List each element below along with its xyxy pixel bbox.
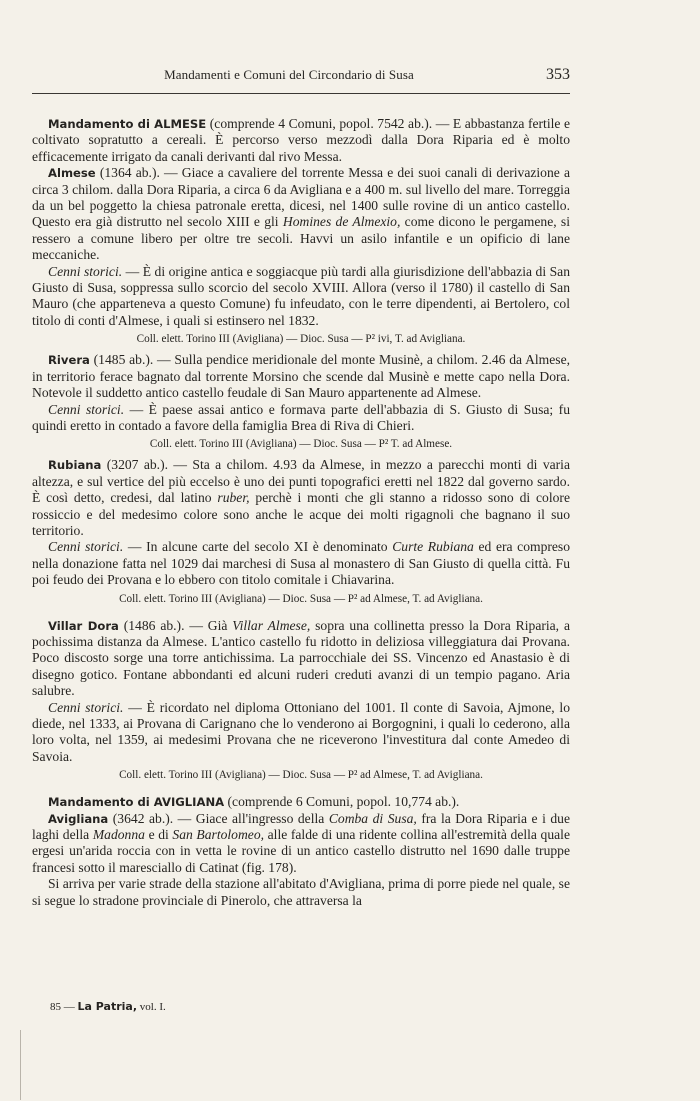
paragraph-text: (comprende 4 Comuni, popol. 7542 ab.). — E abbastanza fertile e coltivato sopratutto a cereali. È percorso verso mezzodì dalla Dora Riparia ed è molto efficacemente irrigato da canali derivanti dal rivo Messa. <box>32 116 571 164</box>
running-header <box>32 66 570 84</box>
paragraph-text: fra la Dora Riparia e i due laghi della <box>32 810 570 843</box>
paragraph-text: — È di origine antica e soggiacque più tardi alla giurisdizione dell'abbazia di San Giusto di Susa, soppressa sullo scorcio del secolo XVIII. Allora (verso il 1780) il castello di San Mauro (che apparteneva a questo Comune) fu infeudato, con le terre dipendenti, ai Bertolero, col titolo di conti d'Almese, i quali si estinsero nel 1832. <box>32 263 570 328</box>
footer-volume: vol. I. <box>139 1001 166 1013</box>
paragraph-avigliana <box>32 811 570 877</box>
italic-text: Madonna <box>92 827 145 843</box>
paragraph-text: (1486 ab.). — Già <box>118 617 233 633</box>
heading-almese: Almese <box>48 166 96 181</box>
paragraph-text: — È paese assai antico e formava parte dell'abbazia di S. Giusto di Susa; fu quindi eretto in contado a favore della famiglia Brea di Riva di Chieri. <box>32 401 570 433</box>
page-footer <box>50 1000 166 1013</box>
paragraph-text: — In alcune carte del secolo XI è denominato <box>123 539 393 555</box>
heading-rivera: Rivera <box>48 353 90 368</box>
paragraph-almese <box>32 165 570 263</box>
paragraph-rubiana <box>32 457 570 539</box>
italic-text: Villar Almese, <box>232 617 311 633</box>
paragraph-mandamento-avigliana <box>32 794 570 810</box>
paragraph-text: — È ricordato nel diploma Ottoniano del 1001. Il conte di Savoia, Ajmone, lo diede, nel 1333, ai Provana di Carignano che lo venderono ai Borgognini, i quali lo cederono, alla loro volta, nel 1359, ai medesimi Provana che ne riceverono l'investitura dal conte Amedeo di Savoia. <box>32 699 570 764</box>
heading-mandamento-almese: Mandamento di ALMESE <box>48 117 207 131</box>
page-number: 353 <box>546 66 570 83</box>
heading-mandamento-avigliana: Mandamento di AVIGLIANA <box>48 795 225 810</box>
cenni-storici-label: Cenni storici. <box>48 699 124 715</box>
cenni-storici-label: Cenni storici. <box>48 263 123 279</box>
paragraph-text: (3207 ab.). — Sta a chilom. 4.93 da Almese, in mezzo a parecchi monti di varia altezza, e sul vertice del più eccelso è uno dei punti topografici eretti nel 1822 dal governo sardo. È così detto, credesi, dal latino <box>32 457 570 506</box>
italic-text: San Bartolomeo, <box>172 827 265 843</box>
footer-publication: La Patria, <box>77 1000 138 1013</box>
italic-text: Homines de Almexio, <box>282 214 401 230</box>
heading-villar-dora: Villar Dora <box>48 618 119 633</box>
italic-text: Comba di Susa, <box>328 810 417 826</box>
coll-elett-villar: Coll. elett. Torino III (Avigliana) — Dioc. Susa — P² ad Almese, T. ad Avigliana. <box>119 769 483 782</box>
cenni-storici-label: Cenni storici. <box>48 401 125 417</box>
paragraph-text: ed era compreso nella donazione fatta nel 1029 dai marchesi di Susa al monastero di San Giusto di quella città. Fu poi feudo dei Provana e lo ebbero con titolo comitale i Chiavarina. <box>32 539 571 588</box>
paragraph-text: e di <box>144 827 173 843</box>
footer-signature-number: 85 — <box>50 1001 75 1013</box>
paragraph-villar-cenni <box>32 700 570 766</box>
coll-elett-rivera: Coll. elett. Torino III (Avigliana) — Dioc. Susa — P² T. ad Almese. <box>149 438 453 451</box>
coll-elett-rubiana: Coll. elett. Torino III (Avigliana) — Dioc. Susa — P² ad Almese, T. ad Avigliana. <box>119 592 483 605</box>
italic-text: ruber, <box>217 490 250 506</box>
coll-elett-almese: Coll. elett. Torino III (Avigliana) — Dioc. Susa — P² ivi, T. ad Avigliana. <box>136 333 466 346</box>
paragraph-rivera <box>32 352 570 401</box>
paragraph-text: (comprende 6 Comuni, popol. 10,774 ab.). <box>224 794 460 810</box>
paragraph-text: (1485 ab.). — Sulla pendice meridionale del monte Musinè, a chilom. 2.46 da Almese, in territorio ferace bagnato dal torrente Morsino che scende dal Musinè e mette capo nella Dora. Notevole il suddetto antico castello feudale di San Mauro appartenente ad Almese. <box>32 352 570 401</box>
heading-avigliana: Avigliana <box>48 811 109 826</box>
italic-text: Curte Rubiana <box>392 539 474 555</box>
text-body <box>32 116 570 909</box>
paragraph-text: perchè i monti che gli stanno a ridosso sono di colore rossiccio e del medesimo colore sono anche le acque dei molti rigagnoli che bagnano il suo territorio. <box>32 490 570 538</box>
paragraph-avigliana-2: Si arriva per varie strade della stazione all'abitato d'Avigliana, prima di porre piede nel quale, se si segue lo stradone provinciale di Pinerolo, che attraversa la <box>32 876 570 908</box>
paragraph-text: come dicono le pergamene, si ressero a comune libero per oltre tre secoli. Havvi un asilo infantile e un opificio di lane meccaniche. <box>32 214 570 263</box>
paragraph-text: alle falde di una ridente collina all'estremità della quale ergesi un'arida roccia con in vetta le rovine di un antico castello distrutto nel 1690 dalle truppe francesi sotto il maresciallo di Catinat (fig. 178). <box>32 827 570 875</box>
paragraph-villar-dora <box>32 618 570 700</box>
heading-rubiana: Rubiana <box>48 458 102 473</box>
paragraph-rubiana-cenni <box>32 539 570 588</box>
paragraph-almese-cenni <box>32 264 570 330</box>
scan-margin-line <box>20 1030 21 1100</box>
paragraph-text: sopra una collinetta presso la Dora Riparia, a pochissima distanza da Almese. L'antico castello fu ridotto in deliziosa villeggiatura dai Provana. Poco discosto sorge una torre antichissima. La parrocchiale dei SS. Vincenzo ed Anastasio è di disegno gotico. Fontane abbondanti ed alcuni ruderi creduti avanzi di un tempio pagano. Aria salubre. <box>32 617 570 699</box>
header-rule <box>32 93 570 94</box>
paragraph-text: (3642 ab.). — Giace all'ingresso della <box>108 810 329 826</box>
header-title: Mandamenti e Comuni del Circondario di Susa <box>164 67 414 82</box>
paragraph-mandamento-almese <box>32 116 570 165</box>
cenni-storici-label: Cenni storici. <box>48 539 124 555</box>
paragraph-text: (1364 ab.). — Giace a cavaliere del torrente Messa e dei suoi canali di derivazione a circa 3 chilom. dalla Dora Riparia, a circa 6 da Avigliana e a 400 m. sul livello del mare. Torreggia da un bel poggetto la chiesa patronale eretta, dicesi, nel 1400 sulle rovine di un antico castello. Questo era già distrutto nel secolo XIII e gli <box>32 165 570 230</box>
paragraph-rivera-cenni <box>32 402 570 435</box>
